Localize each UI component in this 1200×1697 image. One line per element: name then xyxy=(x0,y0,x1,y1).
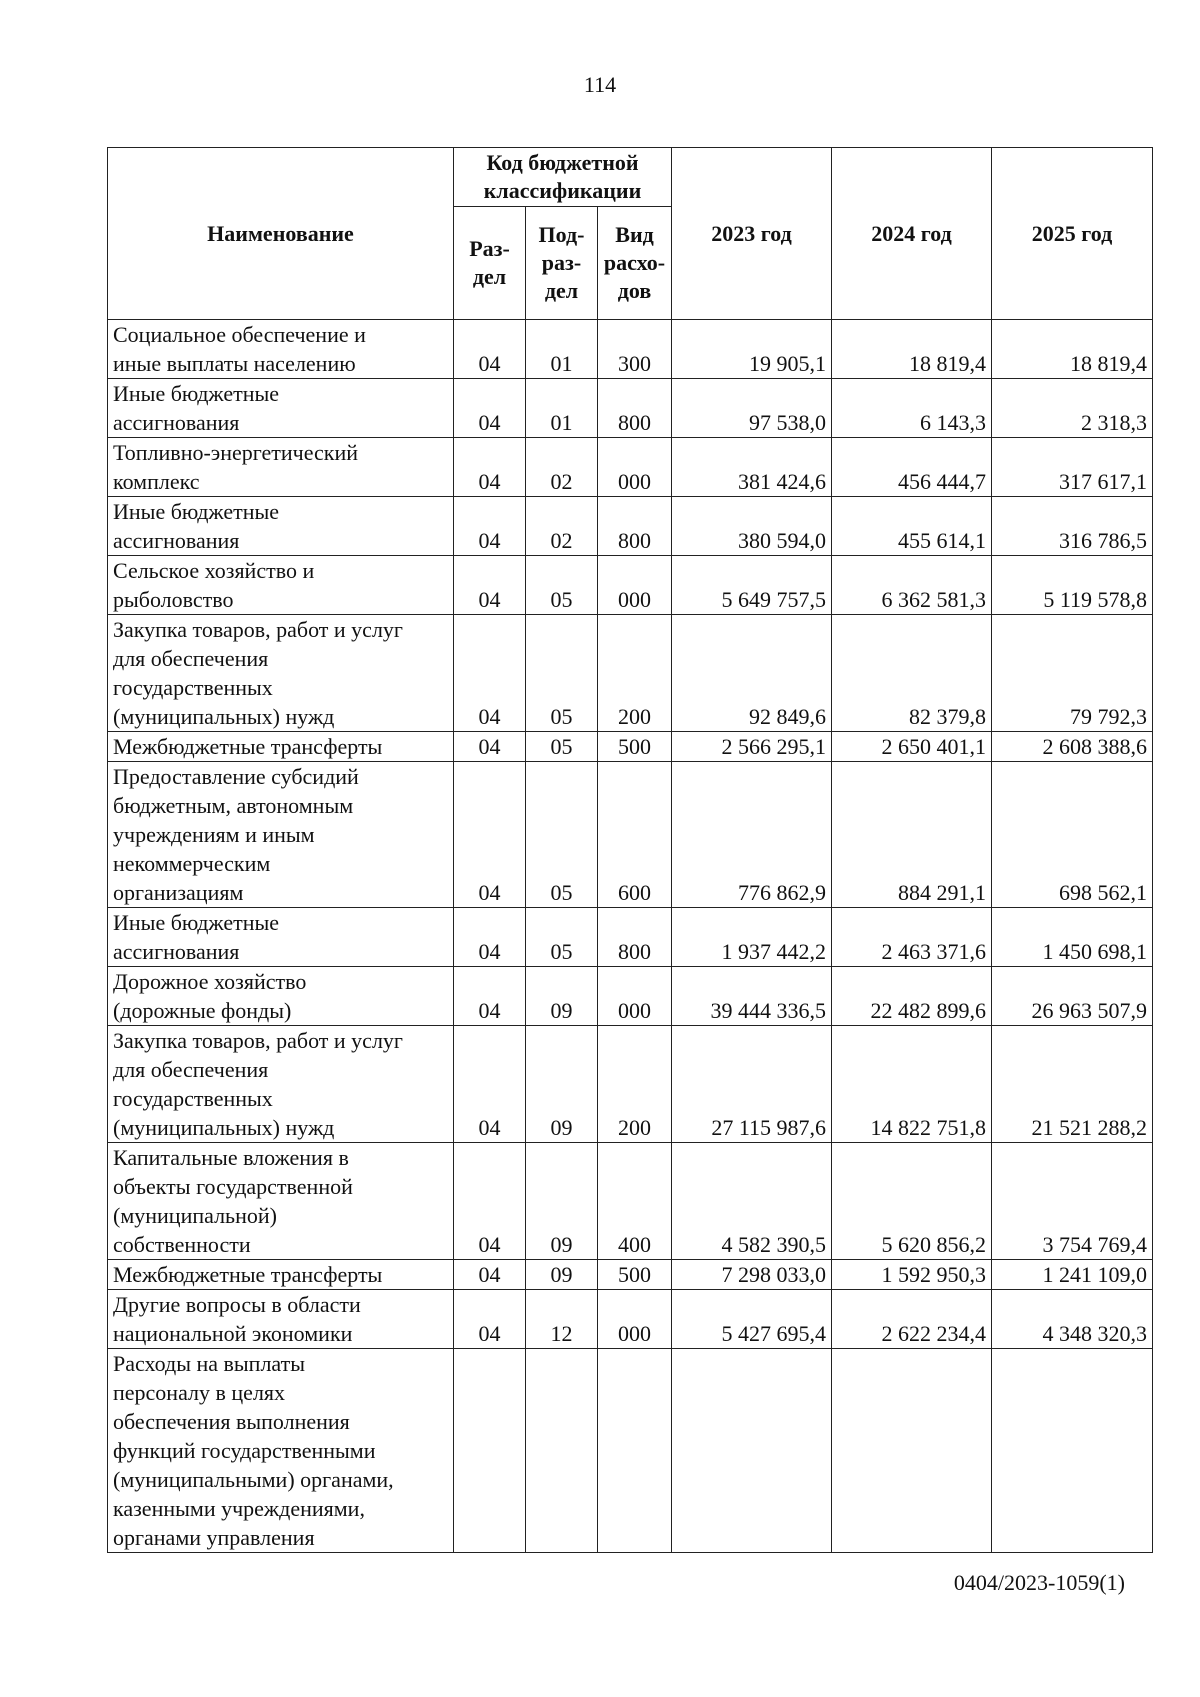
row-section: 04 xyxy=(454,1026,526,1143)
row-subsection xyxy=(526,1349,598,1553)
table-row xyxy=(108,908,1153,967)
row-2025: 3 754 769,4 xyxy=(992,1143,1153,1260)
row-subsection: 01 xyxy=(526,320,598,379)
row-name: Межбюджетные трансферты xyxy=(108,1260,454,1290)
row-2024: 22 482 899,6 xyxy=(832,967,992,1026)
row-2023: 27 115 987,6 xyxy=(672,1026,832,1143)
row-2025: 1 241 109,0 xyxy=(992,1260,1153,1290)
row-2023: 19 905,1 xyxy=(672,320,832,379)
row-subsection: 05 xyxy=(526,762,598,908)
row-2025: 698 562,1 xyxy=(992,762,1153,908)
row-name: Закупка товаров, работ и услуг для обеспечения государственных (муниципальных) нужд xyxy=(108,615,454,732)
header-2024: 2024 год xyxy=(832,148,992,320)
table-row xyxy=(108,762,1153,908)
row-expense-type: 600 xyxy=(598,762,672,908)
row-expense-type: 400 xyxy=(598,1143,672,1260)
row-name: Топливно-энергетический комплекс xyxy=(108,438,454,497)
row-2023: 1 937 442,2 xyxy=(672,908,832,967)
table-row xyxy=(108,379,1153,438)
row-2025: 79 792,3 xyxy=(992,615,1153,732)
row-2023: 381 424,6 xyxy=(672,438,832,497)
row-2025: 26 963 507,9 xyxy=(992,967,1153,1026)
row-2025 xyxy=(992,1349,1153,1553)
row-subsection: 05 xyxy=(526,556,598,615)
row-name: Расходы на выплаты персоналу в целях обеспечения выполнения функций государственными (муниципальными) органами, казенными учреждениями, органами управления xyxy=(108,1349,454,1553)
row-section: 04 xyxy=(454,762,526,908)
row-2023: 92 849,6 xyxy=(672,615,832,732)
row-2023: 7 298 033,0 xyxy=(672,1260,832,1290)
row-2024: 6 143,3 xyxy=(832,379,992,438)
row-subsection: 05 xyxy=(526,615,598,732)
row-section: 04 xyxy=(454,1260,526,1290)
row-subsection: 05 xyxy=(526,908,598,967)
row-section: 04 xyxy=(454,497,526,556)
row-name: Межбюджетные трансферты xyxy=(108,732,454,762)
row-2025: 317 617,1 xyxy=(992,438,1153,497)
row-2024: 455 614,1 xyxy=(832,497,992,556)
row-expense-type: 000 xyxy=(598,1290,672,1349)
row-2025: 5 119 578,8 xyxy=(992,556,1153,615)
row-2025: 4 348 320,3 xyxy=(992,1290,1153,1349)
table-row xyxy=(108,615,1153,732)
row-2023: 5 649 757,5 xyxy=(672,556,832,615)
header-subsection: Под- раз- дел xyxy=(526,207,598,320)
row-section: 04 xyxy=(454,1143,526,1260)
row-2023: 380 594,0 xyxy=(672,497,832,556)
table-row xyxy=(108,1143,1153,1260)
row-2024: 14 822 751,8 xyxy=(832,1026,992,1143)
row-subsection: 09 xyxy=(526,967,598,1026)
row-expense-type: 000 xyxy=(598,438,672,497)
row-2024: 884 291,1 xyxy=(832,762,992,908)
row-2024: 18 819,4 xyxy=(832,320,992,379)
row-subsection: 01 xyxy=(526,379,598,438)
document-code: 0404/2023-1059(1) xyxy=(953,1570,1125,1595)
row-section: 04 xyxy=(454,438,526,497)
header-section: Раз- дел xyxy=(454,207,526,320)
budget-table xyxy=(107,147,1153,1553)
row-name: Закупка товаров, работ и услуг для обеспечения государственных (муниципальных) нужд xyxy=(108,1026,454,1143)
table-row xyxy=(108,967,1153,1026)
row-subsection: 12 xyxy=(526,1290,598,1349)
row-2023: 39 444 336,5 xyxy=(672,967,832,1026)
row-section: 04 xyxy=(454,967,526,1026)
row-name: Предоставление субсидий бюджетным, автономным учреждениям и иным некоммерческим организациям xyxy=(108,762,454,908)
row-2024: 2 622 234,4 xyxy=(832,1290,992,1349)
row-subsection: 09 xyxy=(526,1260,598,1290)
row-name: Иные бюджетные ассигнования xyxy=(108,379,454,438)
row-2024: 5 620 856,2 xyxy=(832,1143,992,1260)
row-2024: 6 362 581,3 xyxy=(832,556,992,615)
row-expense-type: 800 xyxy=(598,379,672,438)
header-expense-type: Вид расхо- дов xyxy=(598,207,672,320)
row-2023 xyxy=(672,1349,832,1553)
row-section xyxy=(454,1349,526,1553)
table-row xyxy=(108,1260,1153,1290)
row-2024: 1 592 950,3 xyxy=(832,1260,992,1290)
row-2025: 18 819,4 xyxy=(992,320,1153,379)
row-section: 04 xyxy=(454,556,526,615)
row-section: 04 xyxy=(454,320,526,379)
row-name: Капитальные вложения в объекты государственной (муниципальной) собственности xyxy=(108,1143,454,1260)
table-body xyxy=(108,320,1153,1553)
row-subsection: 09 xyxy=(526,1143,598,1260)
row-name: Социальное обеспечение и иные выплаты населению xyxy=(108,320,454,379)
table-row xyxy=(108,1349,1153,1553)
row-section: 04 xyxy=(454,908,526,967)
row-2023: 776 862,9 xyxy=(672,762,832,908)
row-name: Дорожное хозяйство (дорожные фонды) xyxy=(108,967,454,1026)
row-name: Иные бюджетные ассигнования xyxy=(108,908,454,967)
row-section: 04 xyxy=(454,732,526,762)
row-subsection: 02 xyxy=(526,497,598,556)
table-row xyxy=(108,1290,1153,1349)
row-expense-type: 000 xyxy=(598,556,672,615)
row-expense-type: 200 xyxy=(598,615,672,732)
row-expense-type: 800 xyxy=(598,908,672,967)
row-subsection: 09 xyxy=(526,1026,598,1143)
row-2025: 2 608 388,6 xyxy=(992,732,1153,762)
row-2025: 21 521 288,2 xyxy=(992,1026,1153,1143)
row-name: Другие вопросы в области национальной экономики xyxy=(108,1290,454,1349)
row-2025: 2 318,3 xyxy=(992,379,1153,438)
row-section: 04 xyxy=(454,379,526,438)
table-row xyxy=(108,732,1153,762)
row-section: 04 xyxy=(454,615,526,732)
row-2024: 456 444,7 xyxy=(832,438,992,497)
header-2025: 2025 год xyxy=(992,148,1153,320)
table-row xyxy=(108,556,1153,615)
row-2023: 4 582 390,5 xyxy=(672,1143,832,1260)
row-2024: 2 463 371,6 xyxy=(832,908,992,967)
row-name: Иные бюджетные ассигнования xyxy=(108,497,454,556)
row-expense-type: 800 xyxy=(598,497,672,556)
row-expense-type: 300 xyxy=(598,320,672,379)
page-number: 114 xyxy=(583,72,617,97)
header-code-group: Код бюджетной классификации xyxy=(454,148,672,207)
row-2024: 2 650 401,1 xyxy=(832,732,992,762)
table-row xyxy=(108,438,1153,497)
table-header xyxy=(108,148,1153,320)
row-2024: 82 379,8 xyxy=(832,615,992,732)
row-2023: 97 538,0 xyxy=(672,379,832,438)
table-row xyxy=(108,1026,1153,1143)
row-expense-type: 000 xyxy=(598,967,672,1026)
row-2025: 1 450 698,1 xyxy=(992,908,1153,967)
header-name: Наименование xyxy=(108,148,454,320)
row-expense-type: 500 xyxy=(598,1260,672,1290)
row-2023: 5 427 695,4 xyxy=(672,1290,832,1349)
row-expense-type: 200 xyxy=(598,1026,672,1143)
row-section: 04 xyxy=(454,1290,526,1349)
table-row xyxy=(108,320,1153,379)
row-expense-type xyxy=(598,1349,672,1553)
row-name: Сельское хозяйство и рыболовство xyxy=(108,556,454,615)
row-expense-type: 500 xyxy=(598,732,672,762)
row-2023: 2 566 295,1 xyxy=(672,732,832,762)
row-2024 xyxy=(832,1349,992,1553)
header-2023: 2023 год xyxy=(672,148,832,320)
row-2025: 316 786,5 xyxy=(992,497,1153,556)
row-subsection: 05 xyxy=(526,732,598,762)
row-subsection: 02 xyxy=(526,438,598,497)
table-row xyxy=(108,497,1153,556)
